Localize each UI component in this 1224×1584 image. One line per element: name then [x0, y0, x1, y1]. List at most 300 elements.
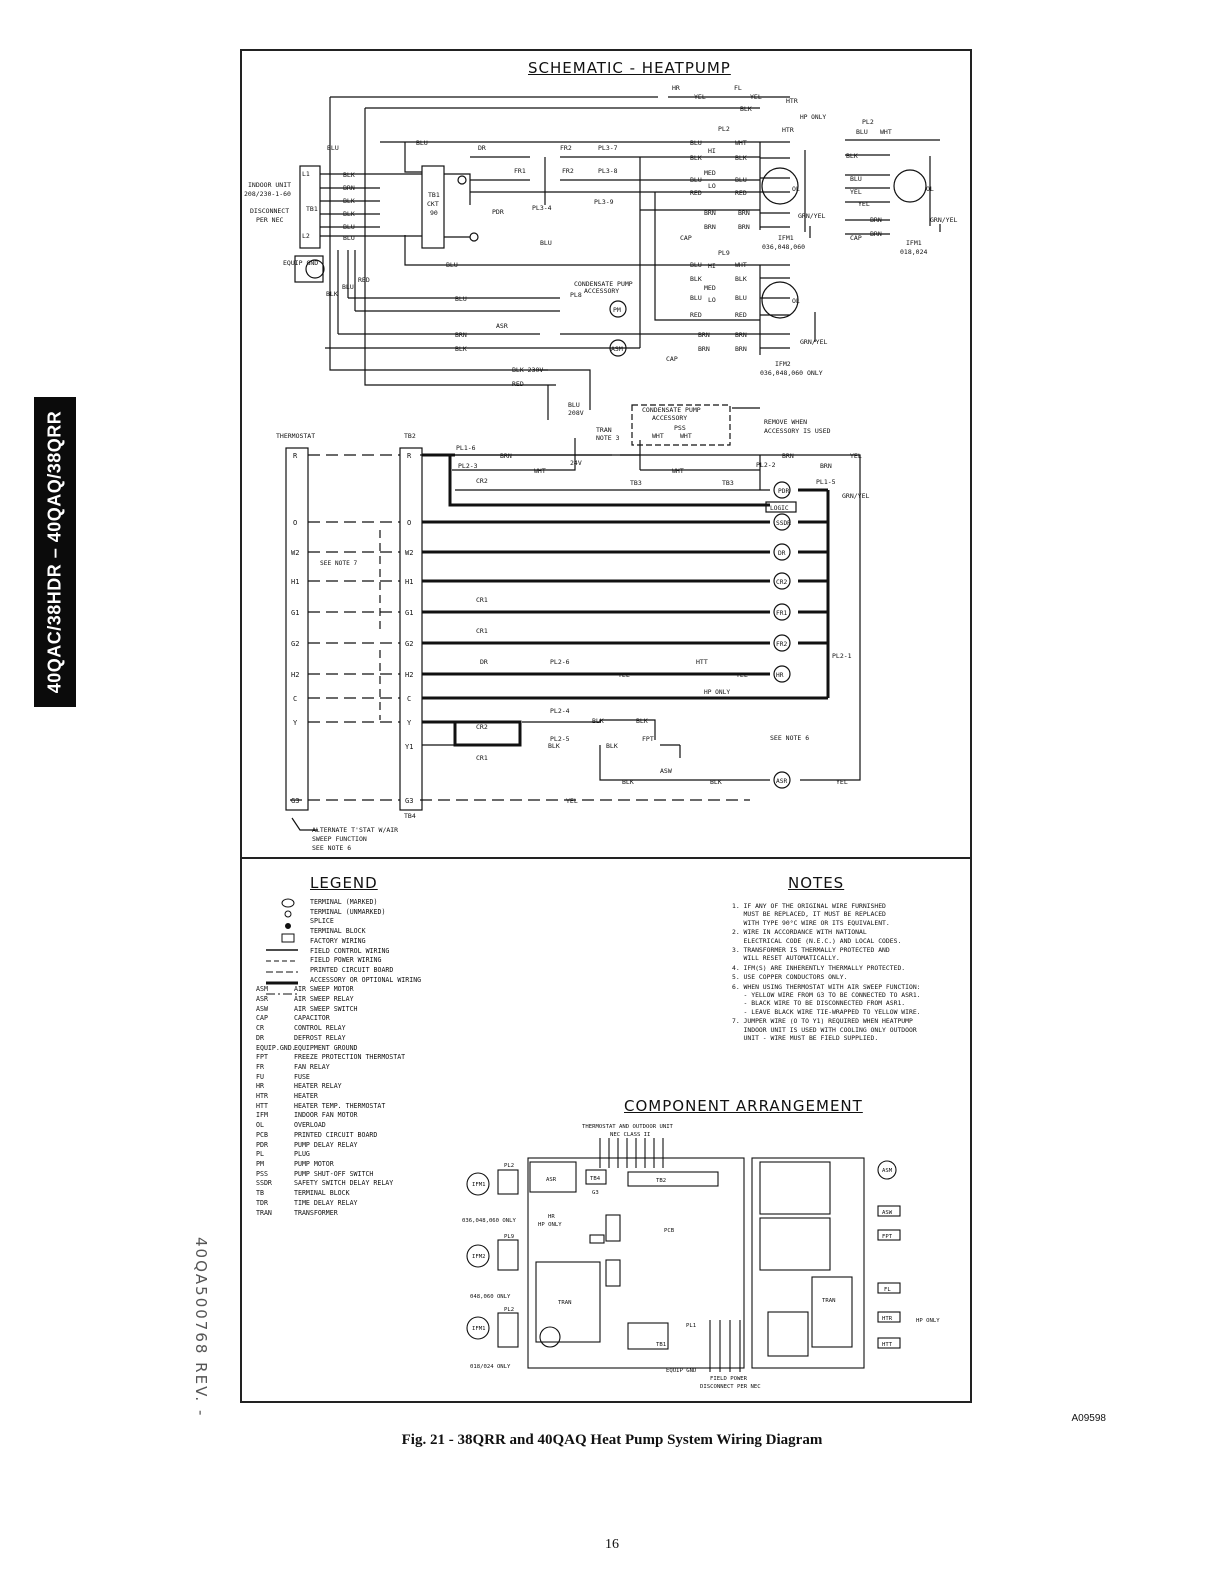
- figure-caption: Fig. 21 - 38QRR and 40QAQ Heat Pump System Wiring Diagram: [401, 1432, 823, 1448]
- legend-item: [256, 1005, 421, 1015]
- ca-thermostat-outdoor: THERMOSTAT AND OUTDOOR UNIT: [582, 1124, 673, 1130]
- ca-ifm1-b: IFM1: [472, 1326, 486, 1332]
- tb2-term-c: C: [407, 695, 412, 703]
- legend-text: INDOOR FAN MOTOR: [294, 1111, 358, 1120]
- legend-abbr: [256, 966, 310, 976]
- legend-item: [256, 908, 421, 918]
- comp-pl1-5: PL1-5: [816, 478, 836, 486]
- wire-blu-16: BLU: [850, 175, 862, 183]
- wire-blu-13: BLU: [690, 294, 702, 302]
- legend-text: PRINTED CIRCUIT BOARD: [310, 965, 394, 974]
- legend-item: [256, 898, 421, 908]
- wire-yel-6: YEL: [618, 671, 630, 679]
- legend-abbr: ASW: [256, 1004, 268, 1013]
- comp-fr2-coil: FR2: [776, 641, 788, 648]
- note-item: 4. IFM(S) ARE INHERENTLY THERMALLY PROTECTED.: [732, 963, 906, 972]
- wire-blk-7: BLK: [690, 154, 702, 162]
- comp-ifm1: IFM1: [778, 234, 794, 242]
- legend-abbr: FR: [256, 1062, 264, 1071]
- lbl-equip-gnd: EQUIP GND: [283, 259, 319, 267]
- comp-ol-r: OL: [926, 185, 934, 193]
- comp-htr-2: HTR: [782, 126, 794, 134]
- legend-item: [256, 1053, 421, 1063]
- comp-tran: TRAN: [596, 426, 612, 434]
- comp-hr: HR: [672, 84, 680, 92]
- legend-item: [256, 1121, 421, 1131]
- legend-item: [256, 937, 421, 947]
- legend-text: TRANSFORMER: [294, 1208, 338, 1217]
- comp-pl2-r: PL2: [862, 118, 874, 126]
- wire-wht-6: WHT: [680, 432, 692, 440]
- wire-blu-1: BLU: [327, 144, 339, 152]
- note-item: 7. JUMPER WIRE (O TO Y1) REQUIRED WHEN HEATPUMP INDOOR UNIT IS USED WITH COOLING ONLY OUTDOOR UNIT - WIRE MUST BE FIELD SUPPLIED.: [732, 1017, 917, 1043]
- comp-cr2-coil: CR2: [776, 579, 788, 586]
- wire-blk-5: BLK: [455, 345, 467, 353]
- wire-brn-14: BRN: [782, 452, 794, 460]
- wire-grnyel-4: GRN/YEL: [842, 492, 870, 500]
- legend-text: AIR SWEEP MOTOR: [294, 985, 354, 994]
- legend-list: [256, 898, 421, 1218]
- legend-item: [256, 1073, 421, 1083]
- legend-item: [256, 1150, 421, 1160]
- lbl-voltage: 208/230-1-60: [244, 190, 291, 198]
- legend-abbr: SSDR: [256, 1179, 272, 1188]
- comp-pl3-9: PL3-9: [594, 198, 614, 206]
- comp-remove-when: REMOVE WHEN: [764, 418, 808, 426]
- wire-blk-17: BLK: [710, 778, 722, 786]
- tstat-term-y: Y: [293, 719, 298, 727]
- comp-ifm2: IFM2: [775, 360, 791, 368]
- ca-ifm1: IFM1: [472, 1182, 486, 1188]
- ca-pcb: PCB: [664, 1228, 675, 1234]
- wire-wht-4: WHT: [534, 467, 546, 475]
- legend-text: ACCESSORY OR OPTIONAL WIRING: [310, 975, 422, 984]
- tb2-term-y1: Y1: [405, 743, 414, 751]
- comp-ol: OL: [792, 185, 800, 193]
- comp-pl8: PL8: [570, 291, 582, 299]
- comp-ifm1-models: 036,048,060: [762, 243, 806, 251]
- lbl-per-nec: PER NEC: [256, 216, 284, 224]
- lbl-l2: L2: [302, 232, 310, 240]
- legend-abbr: EQUIP.GND.: [256, 1043, 296, 1052]
- tstat-term-w2: W2: [291, 549, 300, 557]
- wire-blk-1: BLK: [343, 171, 355, 179]
- ca-tran-r: TRAN: [822, 1298, 836, 1304]
- wire-grnyel-3: GRN/YEL: [930, 216, 958, 224]
- legend-abbr: [256, 908, 310, 918]
- legend-abbr: [256, 956, 310, 966]
- wire-blu-12: BLU: [690, 261, 702, 269]
- ca-ifm1-models: 036,048,060 ONLY: [462, 1218, 516, 1224]
- wire-yel-9: YEL: [566, 797, 578, 805]
- legend-abbr: ASM: [256, 985, 268, 994]
- ca-htr: HTR: [882, 1316, 893, 1322]
- legend-item: [256, 1034, 421, 1044]
- comp-logic: LOGIC: [770, 505, 789, 512]
- comp-htt: HTT: [696, 658, 708, 666]
- comp-cr2-b: CR2: [476, 723, 488, 731]
- legend-abbr: IFM: [256, 1111, 268, 1120]
- ca-hp-only: HP ONLY: [538, 1222, 562, 1228]
- wire-blk-15: BLK: [606, 742, 618, 750]
- ca-field-power: FIELD POWER: [710, 1376, 748, 1382]
- wire-yel-7: YEL: [736, 671, 748, 679]
- ca-asm: ASM: [882, 1168, 893, 1174]
- legend-abbr: [256, 937, 310, 947]
- ca-pl2: PL2: [504, 1163, 515, 1169]
- comp-fr1: FR1: [514, 167, 526, 175]
- comp-tdr-coil: PDR: [778, 488, 790, 495]
- comp-pdr: PDR: [492, 208, 504, 216]
- comp-hp-only: HP ONLY: [800, 114, 827, 121]
- tstat-term-h2: H2: [291, 671, 300, 679]
- comp-med: MED: [704, 169, 716, 177]
- wire-grnyel-2: GRN/YEL: [800, 338, 828, 346]
- tb2-term-y: Y: [407, 719, 412, 727]
- comp-cr2: CR2: [476, 477, 488, 485]
- legend-text: SAFETY SWITCH DELAY RELAY: [294, 1179, 394, 1188]
- legend-item: [256, 1111, 421, 1121]
- ca-pl9: PL9: [504, 1234, 515, 1240]
- wire-wht-3: WHT: [880, 128, 892, 136]
- comp-accessory: ACCESSORY: [584, 287, 620, 295]
- wire-brn-12: BRN: [870, 230, 882, 238]
- ca-hp-only-r: HP ONLY: [916, 1318, 940, 1324]
- note-item: 1. IF ANY OF THE ORIGINAL WIRE FURNISHED MUST BE REPLACED, IT MUST BE REPLACED WITH TYPE 90°C WIRE OR ITS EQUIVALENT.: [732, 902, 890, 927]
- legend-text: PUMP DELAY RELAY: [294, 1140, 358, 1149]
- comp-pl9: PL9: [718, 249, 730, 257]
- legend-abbr: FU: [256, 1072, 264, 1081]
- lbl-indoor-unit: INDOOR UNIT: [248, 181, 292, 189]
- thermostat-alt-2: SWEEP FUNCTION: [312, 835, 367, 843]
- wire-yel-8: YEL: [836, 778, 848, 786]
- ca-disconnect: DISCONNECT PER NEC: [700, 1384, 761, 1390]
- comp-pl2-4: PL2-4: [550, 707, 570, 715]
- thermostat-alt-1: ALTERNATE T'STAT W/AIR: [312, 826, 399, 834]
- wire-brn-2: BRN: [455, 331, 467, 339]
- comp-lo-2: LO: [708, 296, 716, 304]
- ca-ifm1b-models: 018/024 ONLY: [470, 1364, 511, 1370]
- legend-item: [256, 1179, 421, 1189]
- comp-pm: PM: [613, 306, 621, 314]
- wire-blu-15: BLU: [856, 128, 868, 136]
- note-item: 5. USE COPPER CONDUCTORS ONLY.: [732, 973, 848, 982]
- wire-blk-9: BLK: [690, 275, 702, 283]
- legend-item: [256, 1024, 421, 1034]
- page-number: 16: [605, 1537, 619, 1552]
- legend-text: EQUIPMENT GROUND: [294, 1043, 358, 1052]
- comp-dr: DR: [478, 144, 486, 152]
- wire-brn-13: BRN: [500, 452, 512, 460]
- tb2-term-g1: G1: [405, 609, 414, 617]
- wire-brn-4: BRN: [738, 209, 750, 217]
- wire-wht-2: WHT: [735, 261, 747, 269]
- wire-blu-5: BLU: [416, 139, 428, 147]
- wire-blk-12: BLK: [592, 717, 604, 725]
- comp-fr2: FR2: [560, 144, 572, 152]
- wire-blu-10: BLU: [690, 176, 702, 184]
- thermostat-alt-3: SEE NOTE 6: [312, 844, 352, 852]
- comp-tb4: TB4: [404, 812, 416, 820]
- legend-item: [256, 1199, 421, 1209]
- comp-tb3-b: TB3: [722, 479, 734, 487]
- legend-text: CONTROL RELAY: [294, 1024, 346, 1033]
- legend-abbr: [256, 976, 310, 986]
- legend-text: PUMP SHUT-OFF SWITCH: [294, 1169, 374, 1178]
- legend-text: FIELD CONTROL WIRING: [310, 946, 390, 955]
- wire-blu-14: BLU: [735, 294, 747, 302]
- legend-text: FUSE: [294, 1072, 310, 1081]
- legend-item: [256, 1189, 421, 1199]
- legend-text: HEATER RELAY: [294, 1082, 342, 1091]
- legend-abbr: ASR: [256, 995, 268, 1004]
- wire-blk-3: BLK: [343, 210, 355, 218]
- comp-tb2: TB2: [404, 432, 416, 440]
- ca-ifm2: IFM2: [472, 1254, 486, 1260]
- legend-item: [256, 927, 421, 937]
- wire-blu-17: BLU: [540, 239, 552, 247]
- legend-item: [256, 1092, 421, 1102]
- legend-abbr: PSS: [256, 1169, 268, 1178]
- comp-pl2-1: PL2-1: [832, 652, 852, 660]
- wire-brn-6: BRN: [738, 223, 750, 231]
- wire-red-3: RED: [690, 189, 702, 197]
- wire-red-1: RED: [358, 276, 370, 284]
- legend-abbr: CR: [256, 1024, 264, 1033]
- legend-text: FIELD POWER WIRING: [310, 956, 382, 965]
- legend-item: [256, 1160, 421, 1170]
- legend-abbr: PL: [256, 1150, 264, 1159]
- comp-condensate-pump: CONDENSATE PUMP: [574, 280, 633, 288]
- wire-yel-4: YEL: [858, 200, 870, 208]
- comp-pl2-3: PL2-3: [458, 462, 478, 470]
- wire-yel-2: YEL: [750, 93, 762, 101]
- comp-cr1-c: CR1: [476, 754, 488, 762]
- legend-text: FACTORY WIRING: [310, 936, 366, 945]
- tstat-term-h1: H1: [291, 578, 300, 586]
- wire-red-4: RED: [735, 189, 747, 197]
- ca-fl: FL: [884, 1287, 891, 1293]
- lbl-ckt: CKT: [427, 200, 439, 208]
- legend-text: TERMINAL BLOCK: [310, 927, 366, 936]
- wire-blu-11: BLU: [735, 176, 747, 184]
- legend-abbr: [256, 947, 310, 957]
- legend-item: [256, 976, 421, 986]
- legend-text: PRINTED CIRCUIT BOARD: [294, 1130, 378, 1139]
- wire-brn-5: BRN: [704, 223, 716, 231]
- legend-item: [256, 1170, 421, 1180]
- lbl-l1: L1: [302, 170, 310, 178]
- comp-hi: HI: [708, 147, 716, 155]
- legend-item: [256, 1082, 421, 1092]
- lbl-ckt-num: 90: [430, 209, 438, 217]
- legend-item: [256, 1014, 421, 1024]
- wire-blu-6: BLU: [446, 261, 458, 269]
- comp-fl: FL: [734, 84, 742, 92]
- wire-wht-7: WHT: [652, 432, 664, 440]
- wire-blk-16: BLK: [622, 778, 634, 786]
- ca-tb2: TB2: [656, 1178, 667, 1184]
- legend-item: [256, 1209, 421, 1219]
- ca-tran: TRAN: [558, 1300, 572, 1306]
- wire-blk-14: BLK: [548, 742, 560, 750]
- wire-brn-1: BRN: [343, 184, 355, 192]
- legend-abbr: [256, 917, 310, 927]
- tstat-term-o: O: [293, 519, 298, 527]
- ca-tb4: TB4: [590, 1176, 601, 1182]
- wire-brn-15: BRN: [820, 462, 832, 470]
- comp-ifm1b-models: 018,024: [900, 248, 928, 256]
- tb2-term-h2: H2: [405, 671, 414, 679]
- wire-blu-7: BLU: [455, 295, 467, 303]
- legend-text: PUMP MOTOR: [294, 1159, 334, 1168]
- wire-wht-1: WHT: [735, 139, 747, 147]
- comp-lo: LO: [708, 182, 716, 190]
- wire-brn-9: BRN: [698, 345, 710, 353]
- comp-cr1-b: CR1: [476, 627, 488, 635]
- comp-asm: ASM: [611, 345, 623, 353]
- wire-blk-4: BLK: [326, 290, 338, 298]
- legend-text: TIME DELAY RELAY: [294, 1198, 358, 1207]
- wire-blk-2: BLK: [343, 197, 355, 205]
- legend-text: PLUG: [294, 1150, 310, 1159]
- wire-brn-3: BRN: [704, 209, 716, 217]
- wire-blk-11: BLK: [846, 152, 858, 160]
- legend-abbr: PM: [256, 1159, 264, 1168]
- lbl-disconnect: DISCONNECT: [250, 207, 290, 215]
- legend-text: AIR SWEEP RELAY: [294, 995, 354, 1004]
- comp-pl2-2: PL2-2: [756, 461, 776, 469]
- legend-abbr: TDR: [256, 1198, 268, 1207]
- legend-abbr: HTT: [256, 1101, 268, 1110]
- legend-item: [256, 1063, 421, 1073]
- comp-htr: HTR: [786, 97, 798, 105]
- tb2-term-h1: H1: [405, 578, 414, 586]
- wire-brn-11: BRN: [870, 216, 882, 224]
- comp-tb3: TB3: [630, 479, 642, 487]
- wire-blu-4: BLU: [342, 283, 354, 291]
- legend-abbr: TRAN: [256, 1208, 272, 1217]
- comp-med-2: MED: [704, 284, 716, 292]
- legend-text: TERMINAL (UNMARKED): [310, 907, 386, 916]
- comp-asw: ASW: [660, 767, 672, 775]
- legend-text: OVERLOAD: [294, 1121, 326, 1130]
- wire-blk-230: BLK 230V: [512, 366, 544, 374]
- legend-text: FAN RELAY: [294, 1062, 330, 1071]
- wire-blk-10: BLK: [735, 275, 747, 283]
- legend-item: [256, 1044, 421, 1054]
- comp-hr-coil: HR: [776, 672, 784, 679]
- comp-cap-r: CAP: [850, 234, 862, 242]
- wire-brn-10: BRN: [735, 345, 747, 353]
- tstat-term-g1: G1: [291, 609, 300, 617]
- comp-accessory-2: ACCESSORY: [652, 414, 688, 422]
- comp-see-note7: SEE NOTE 7: [320, 560, 358, 567]
- tb2-term-o: O: [407, 519, 412, 527]
- wire-blk-8: BLK: [735, 154, 747, 162]
- comp-pl3-4: PL3-4: [532, 204, 552, 212]
- wire-yel-3: YEL: [850, 188, 862, 196]
- drawing-number: 40QA500768 REV. -: [192, 1237, 210, 1418]
- tb2-term-g2: G2: [405, 640, 414, 648]
- legend-text: AIR SWEEP SWITCH: [294, 1004, 358, 1013]
- wire-brn-7: BRN: [698, 331, 710, 339]
- comp-asr: ASR: [496, 322, 508, 330]
- comp-pl2: PL2: [718, 125, 730, 133]
- wire-red-6: RED: [735, 311, 747, 319]
- legend-text: HEATER: [294, 1092, 318, 1101]
- figure-id: A09598: [1071, 1413, 1106, 1424]
- comp-dr-2: DR: [480, 658, 488, 666]
- comp-condensate-pump-2: CONDENSATE PUMP: [642, 406, 701, 414]
- legend-title: LEGEND: [310, 874, 378, 892]
- ca-asr: ASR: [546, 1177, 557, 1183]
- legend-text: DEFROST RELAY: [294, 1033, 346, 1042]
- wire-208: 208V: [568, 409, 584, 417]
- legend-abbr: OL: [256, 1121, 264, 1130]
- comp-cap: CAP: [680, 234, 692, 242]
- legend-text: HEATER TEMP. THERMOSTAT: [294, 1101, 386, 1110]
- comp-note3: NOTE 3: [596, 434, 620, 442]
- ca-tb1: TB1: [656, 1342, 667, 1348]
- wire-24v: 24V: [570, 459, 582, 467]
- wire-yel-5: YEL: [850, 452, 862, 460]
- comp-asr-coil: ASR: [776, 778, 788, 785]
- ca-fpt: FPT: [882, 1234, 893, 1240]
- comp-cr1: CR1: [476, 596, 488, 604]
- legend-text: TERMINAL (MARKED): [310, 898, 378, 906]
- tb4-term-g3: G3: [405, 797, 414, 805]
- wire-blk-13: BLK: [636, 717, 648, 725]
- legend-abbr: PCB: [256, 1130, 268, 1139]
- wire-blu-9: BLU: [690, 139, 702, 147]
- legend-item: [256, 1102, 421, 1112]
- comp-hi-2: HI: [708, 262, 716, 270]
- note-item: 6. WHEN USING THERMOSTAT WITH AIR SWEEP FUNCTION: - YELLOW WIRE FROM G3 TO BE CONNECTED TO ASR1. - BLACK WIRE TO BE DISCONNECTED FROM ASR1. - LEAVE BLACK WIRE TIE-WRAPPED TO YELLOW WIRE.: [732, 982, 921, 1016]
- legend-item: [256, 917, 421, 927]
- comp-see-note6: SEE NOTE 6: [770, 734, 810, 742]
- legend-abbr: [256, 927, 310, 937]
- legend-item: [256, 985, 421, 995]
- tstat-term-c: C: [293, 695, 298, 703]
- legend-abbr: CAP: [256, 1014, 268, 1023]
- note-item: 3. TRANSFORMER IS THERMALLY PROTECTED AND WILL RESET AUTOMATICALLY.: [732, 946, 890, 963]
- notes-title: NOTES: [788, 874, 845, 892]
- wire-blk-6: BLK: [740, 105, 752, 113]
- ca-pl2-b: PL2: [504, 1307, 515, 1313]
- legend-text: SPLICE: [310, 917, 334, 926]
- legend-text: CAPACITOR: [294, 1014, 330, 1023]
- comp-accessory-used: ACCESSORY IS USED: [764, 427, 831, 435]
- comp-fpt: FPT: [642, 735, 654, 743]
- ca-g3: G3: [592, 1190, 599, 1196]
- legend-text: TERMINAL BLOCK: [294, 1189, 350, 1198]
- comp-ol-2: OL: [792, 297, 800, 305]
- comp-pl1-6: PL1-6: [456, 444, 476, 452]
- legend-abbr: TB: [256, 1189, 264, 1198]
- note-item: 2. WIRE IN ACCORDANCE WITH NATIONAL ELECTRICAL CODE (N.E.C.) AND LOCAL CODES.: [732, 928, 902, 945]
- lbl-tb1: TB1: [306, 205, 318, 213]
- legend-item: [256, 966, 421, 976]
- legend-text: FREEZE PROTECTION THERMOSTAT: [294, 1053, 406, 1062]
- comp-fr2-b: FR2: [562, 167, 574, 175]
- legend-item: [256, 1131, 421, 1141]
- wire-grnyel-1: GRN/YEL: [798, 212, 826, 220]
- schematic-title: SCHEMATIC - HEATPUMP: [528, 59, 731, 77]
- tb2-term-w2: W2: [405, 549, 414, 557]
- wire-blu-2: BLU: [343, 223, 355, 231]
- legend-item: [256, 1141, 421, 1151]
